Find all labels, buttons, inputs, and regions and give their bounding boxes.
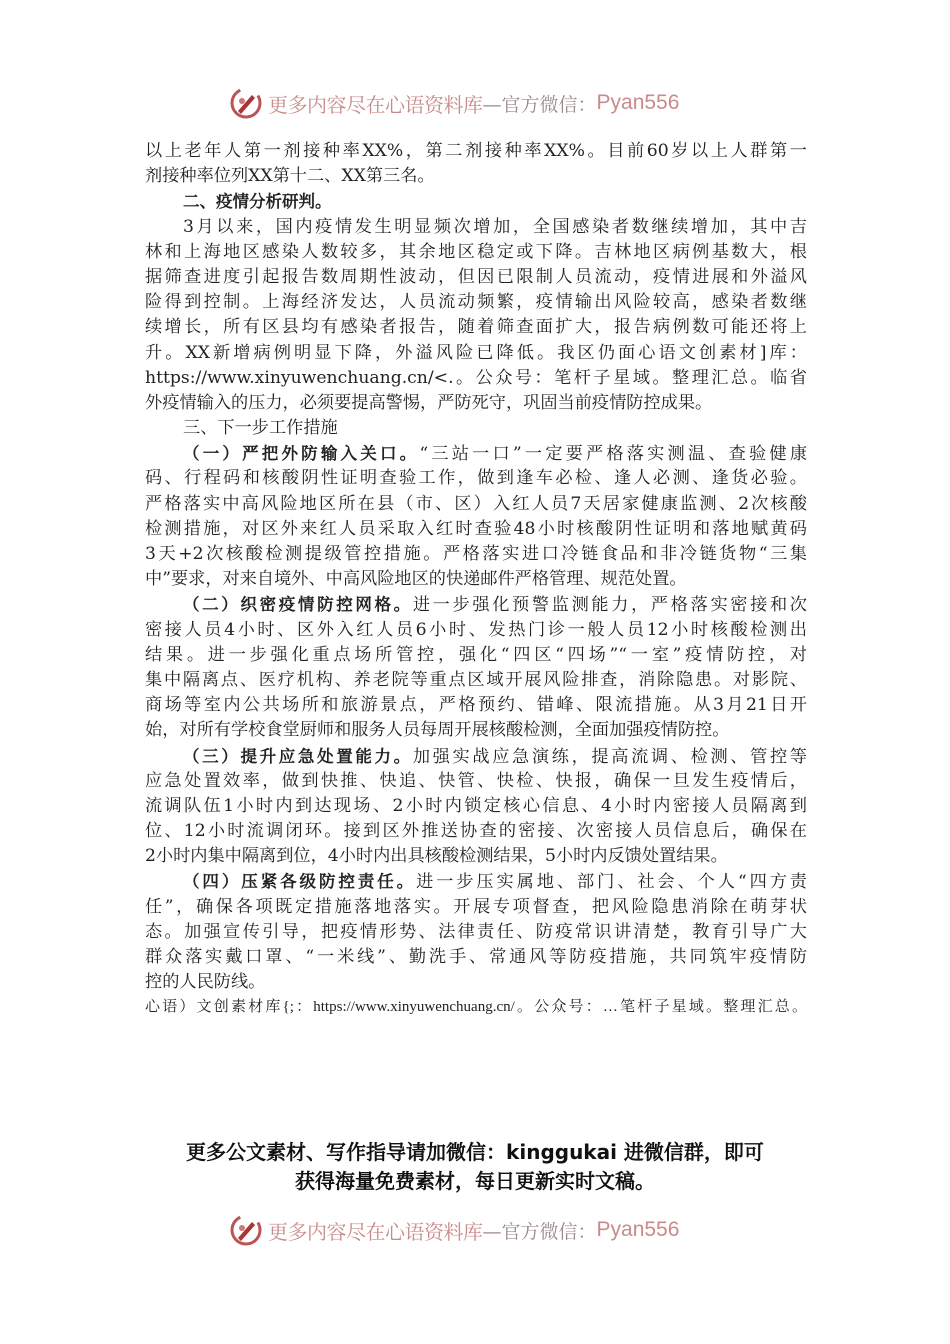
line-text: 进一步强化预警监测能力，严格落实密接和次 — [412, 595, 807, 616]
line-text: 续增长，所有区县均有感染者报告，随着筛查面扩大，报告病例数可能还将上 — [145, 317, 807, 338]
text-line — [145, 441, 807, 466]
line-text: 商场等室内公共场所和旅游景点，严格预约、错峰、限流措施。从3月21日开 — [145, 695, 807, 716]
text-line — [145, 643, 807, 668]
text-line — [145, 189, 807, 214]
text-line — [145, 744, 807, 769]
line-text: 外疫情输入的压力，必须要提高警惕，严防死守，巩固当前疫情防控成果。 — [145, 392, 713, 413]
line-text: 态。加强宣传引导，把疫情形势、法律责任、防疫常识讲清楚，教育引导广大 — [145, 921, 807, 942]
section-heading: 二、疫情分析研判。 — [183, 192, 332, 212]
watermark-sep: —官方微信： — [482, 1220, 597, 1243]
text-line — [145, 290, 807, 315]
line-text: 险得到控制。上海经济发达，人员流动频繁，疫情输出风险较高，感染者数继 — [145, 292, 807, 313]
watermark-wechat: Pyan556 — [596, 1218, 680, 1241]
text-line — [145, 693, 807, 718]
line-text: 集中隔离点、医疗机构、养老院等重点区域开展风险排查，消除隐患。对影院、 — [145, 669, 807, 690]
line-text: 流调队伍1小时内到达现场、2小时内锁定核心信息、4小时内密接人员隔离到 — [145, 795, 807, 816]
line-text: 密接人员4小时、区外入红人员6小时、发热门诊一般人员12小时核酸检测出 — [145, 619, 807, 640]
text-line — [145, 718, 807, 743]
text-line — [145, 341, 807, 366]
text-line — [145, 945, 807, 970]
watermark-sep: —官方微信： — [482, 93, 597, 116]
text-line — [145, 265, 807, 290]
line-text: 始，对所有学校食堂厨师和服务人员每周开展核酸检测，全面加强疫情防控。 — [145, 720, 730, 741]
section-heading: （一）严把外防输入关口。 — [183, 444, 420, 464]
text-line — [145, 794, 807, 819]
line-text: 中”要求，对来自境外、中高风险地区的快递邮件严格管理、规范处置。 — [145, 569, 687, 590]
promo-banner — [0, 1138, 950, 1196]
watermark-text: 更多内容尽在心语资料库 — [268, 1219, 483, 1244]
section-heading: （四）压紧各级防控责任。 — [183, 872, 417, 892]
line-text: 结果。进一步强化重点场所管控，强化“四区“四场”“一室”疫情防控，对 — [145, 644, 807, 665]
line-text: 3月以来，国内疫情发生明显频次增加，全国感染者数继续增加，其中吉 — [183, 216, 807, 237]
line-text: 加强实战应急演练，提高流调、检测、管控等 — [412, 746, 807, 767]
text-line — [145, 315, 807, 340]
text-line — [145, 844, 807, 869]
text-line — [145, 240, 807, 265]
text-line — [145, 492, 807, 517]
text-line — [145, 970, 807, 995]
line-text: 进一步压实属地、部门、社会、个人“四方责 — [416, 872, 807, 893]
line-text: 2小时内集中隔离到位，4小时内出具核酸检测结果，5小时内反馈处置结果。 — [145, 846, 728, 867]
text-line — [145, 895, 807, 920]
text-line — [145, 618, 807, 643]
text-line — [145, 592, 807, 617]
line-text: 群众落实戴口罩、“一米线”、勤洗手、常通风等防疫措施，共同筑牢疫情防 — [145, 947, 807, 967]
text-line — [145, 466, 807, 491]
line-text: 3天+2次核酸检测提级管控措施。严格落实进口冷链食品和非冷链货物“三集 — [145, 544, 807, 564]
text-line — [145, 920, 807, 945]
text-line — [145, 215, 807, 240]
section-heading: （二）织密疫情防控网格。 — [183, 595, 413, 615]
text-line — [145, 869, 807, 894]
line-text: 林和上海地区感染人数较多，其余地区稳定或下降。吉林地区病例基数大，根 — [145, 241, 807, 262]
text-line — [145, 139, 807, 164]
text-line — [145, 366, 807, 391]
header-watermark — [228, 83, 679, 123]
line-text: 控的人民防线。 — [145, 972, 266, 993]
line-text: 心语）文创素材库{;：https://www.xinyuwenchuang.cn/。公众号：…笔杆子星域。整理汇总。 — [145, 999, 807, 1016]
text-line — [145, 391, 807, 416]
line-text: 检测措施，对区外来红人员采取入红时查验48小时核酸阴性证明和落地赋黄码 — [145, 518, 807, 539]
text-line — [145, 416, 807, 441]
section-heading: （三）提升应急处置能力。 — [183, 746, 413, 766]
text-line — [145, 567, 807, 592]
pen-logo-icon — [228, 85, 264, 121]
line-text: 位、12小时流调闭环。接到区外推送协查的密接、次密接人员信息后，确保在 — [145, 821, 807, 842]
line-text: 应急处置效率，做到快推、快追、快管、快检、快报，确保一旦发生疫情后， — [145, 770, 807, 791]
line-text: 严格落实中高风险地区所在县（市、区）入红人员7天居家健康监测、2次核酸 — [145, 493, 807, 514]
watermark-wechat: Pyan556 — [596, 91, 680, 114]
text-line — [145, 517, 807, 542]
text-line — [145, 668, 807, 693]
line-text: 任”，确保各项既定措施落地落实。开展专项督查，把风险隐患消除在萌芽状 — [145, 896, 807, 917]
pen-logo-icon — [228, 1212, 264, 1248]
line-text: 升。XX新增病例明显下降，外溢风险已降低。我区仍面心语文创素材]库： — [145, 342, 807, 363]
watermark-text: 更多内容尽在心语资料库 — [268, 92, 483, 117]
text-line — [145, 769, 807, 794]
promo-line-2: 获得海量免费素材，每日更新实时文稿。 — [295, 1169, 655, 1193]
line-text: 据筛查进度引起报告数周期性波动，但因已限制人员流动，疫情进展和外溢风 — [145, 266, 807, 287]
promo-line-1: 更多公文素材、写作指导请加微信：kinggukai 进微信群，即可 — [186, 1140, 764, 1164]
text-line — [145, 542, 807, 567]
line-text: https://www.xinyuwenchuang.cn/<.。公众号：笔杆子星域。整理汇总。临省 — [145, 367, 807, 388]
line-text: 以上老年人第一剂接种率XX%，第二剂接种率XX%。目前60岁以上人群第一 — [145, 141, 807, 161]
line-text: 码、行程码和核酸阴性证明查验工作，做到逢车必检、逢人必测、逢货必验。 — [145, 468, 807, 489]
line-text: 三、下一步工作措施 — [183, 418, 338, 439]
text-line — [145, 995, 807, 1020]
text-line — [145, 819, 807, 844]
line-text: “三站一口”一定要严格落实测温、查验健康 — [419, 444, 808, 465]
line-text: 剂接种率位列XX第十二、XX第三名。 — [145, 166, 435, 187]
text-line — [145, 164, 807, 189]
document-body — [145, 139, 807, 1021]
footer-watermark — [228, 1210, 679, 1250]
